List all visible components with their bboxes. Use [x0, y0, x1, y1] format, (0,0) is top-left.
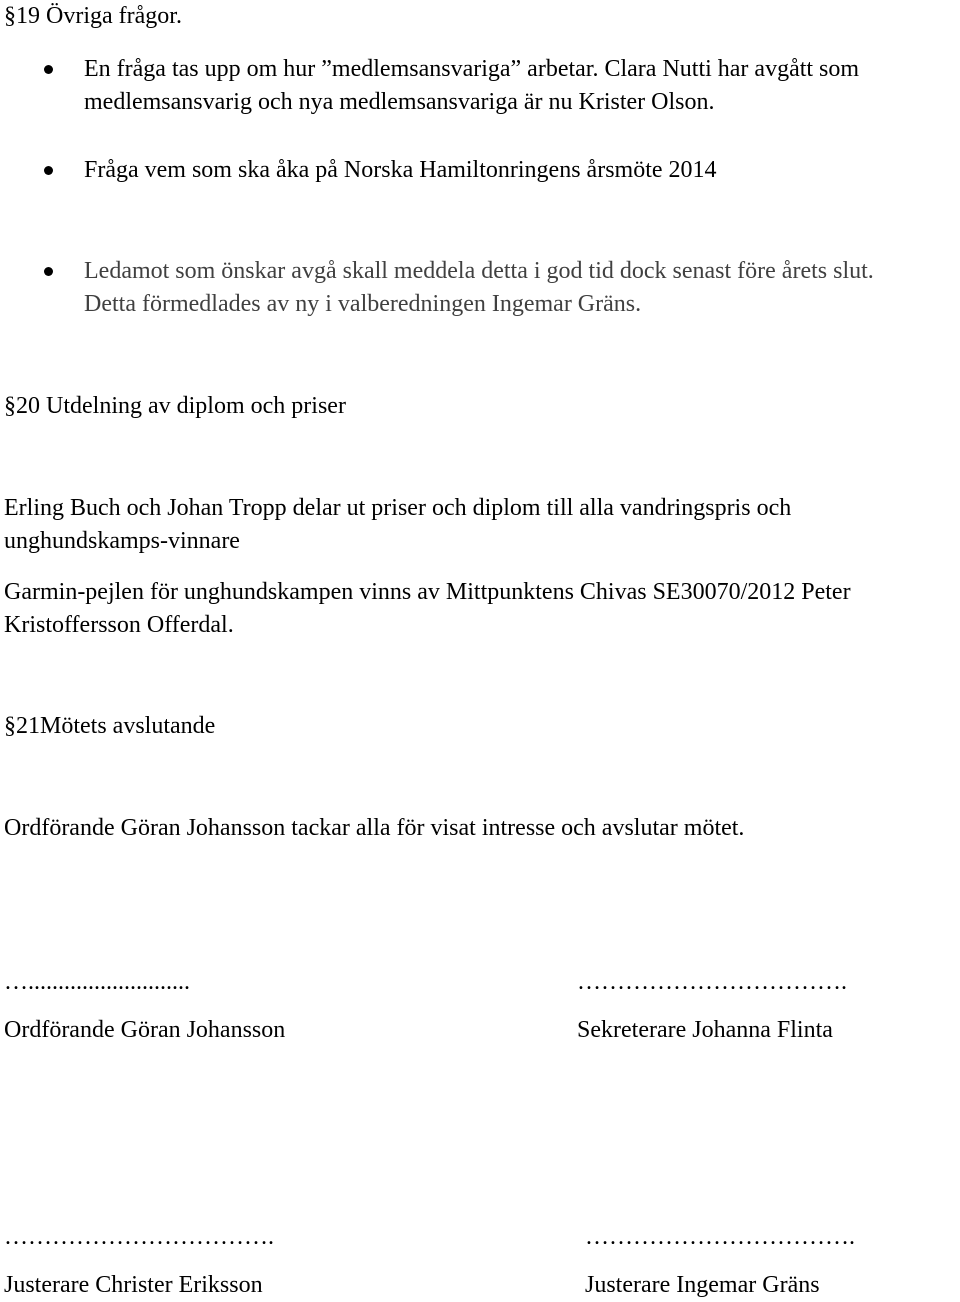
bullet-3-line-1: Ledamot som önskar avgå skall meddela detta i god tid dock senast före årets slut. — [84, 258, 874, 284]
signature-name-sekreterare: Sekreterare Johanna Flinta — [577, 1017, 833, 1043]
signature-line-sekreterare: ……………………………. — [577, 969, 847, 995]
section-20-paragraph-2-line-2: Kristoffersson Offerdal. — [4, 612, 234, 638]
bullet-2-line-1: Fråga vem som ska åka på Norska Hamiltonringens årsmöte 2014 — [84, 157, 717, 183]
section-20-heading: §20 Utdelning av diplom och priser — [4, 393, 346, 419]
bullet-3-line-2: Detta förmedlades av ny i valberedningen Ingemar Gräns. — [84, 291, 642, 317]
section-21-paragraph: Ordförande Göran Johansson tackar alla för visat intresse och avslutar mötet. — [4, 815, 745, 841]
signature-name-justerare-1: Justerare Christer Eriksson — [4, 1272, 263, 1298]
signature-name-justerare-2: Justerare Ingemar Gräns — [585, 1272, 820, 1298]
bullet-1-line-2: medlemsansvarig och nya medlemsansvariga är nu Krister Olson. — [84, 89, 715, 115]
signature-line-ordforande: …........................... — [4, 969, 190, 995]
bullet-icon — [44, 65, 53, 74]
section-20-paragraph-1-line-2: unghundskamps-vinnare — [4, 528, 240, 554]
section-20-paragraph-2-line-1: Garmin-pejlen för unghundskampen vinns av Mittpunktens Chivas SE30070/2012 Peter — [4, 579, 851, 605]
signature-line-justerare-1: ……………………………. — [4, 1224, 274, 1250]
section-20-paragraph-1-line-1: Erling Buch och Johan Tropp delar ut priser och diplom till alla vandringspris och — [4, 495, 792, 521]
section-21-heading: §21Mötets avslutande — [4, 713, 216, 739]
section-19-heading: §19 Övriga frågor. — [4, 3, 182, 29]
bullet-1-line-1: En fråga tas upp om hur ”medlemsansvariga” arbetar. Clara Nutti har avgått som — [84, 56, 860, 82]
bullet-icon — [44, 166, 53, 175]
signature-line-justerare-2: ……………………………. — [585, 1224, 855, 1250]
signature-name-ordforande: Ordförande Göran Johansson — [4, 1017, 286, 1043]
bullet-icon — [44, 267, 53, 276]
